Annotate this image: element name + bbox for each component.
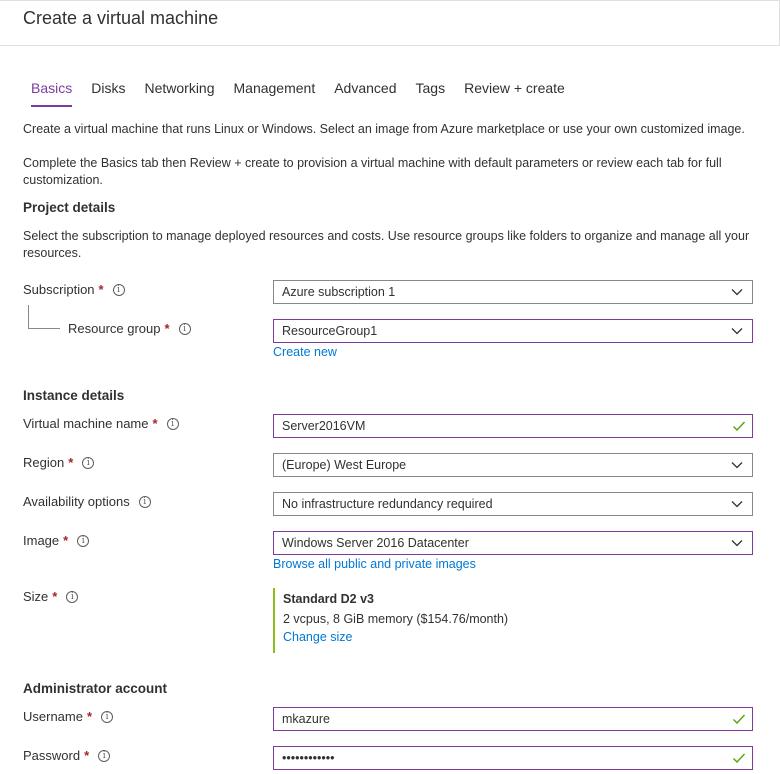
password-input[interactable] bbox=[273, 746, 753, 770]
instance-details-heading: Instance details bbox=[23, 388, 125, 403]
browse-images-link[interactable]: Browse all public and private images bbox=[273, 557, 476, 571]
image-label-text: Image bbox=[23, 533, 60, 548]
subscription-dropdown[interactable] bbox=[273, 280, 753, 304]
required-marker: * bbox=[68, 455, 74, 470]
subscription-label-text: Subscription bbox=[23, 282, 95, 297]
tab-networking[interactable]: Networking bbox=[144, 80, 215, 96]
required-marker: * bbox=[86, 709, 93, 724]
checkmark-icon bbox=[732, 751, 746, 765]
info-icon[interactable]: i bbox=[98, 750, 110, 762]
password-label-text: Password bbox=[23, 748, 81, 763]
tab-bar bbox=[23, 80, 584, 104]
create-new-link[interactable]: Create new bbox=[273, 345, 337, 359]
project-details-description: Select the subscription to manage deployed resources and costs. Use resource groups like folders to organize and manage all your resources. bbox=[23, 229, 750, 260]
resource-group-label-text: Resource group bbox=[68, 321, 161, 336]
size-description: 2 vcpus, 8 GiB memory ($154.76/month) bbox=[283, 612, 509, 626]
size-summary bbox=[273, 588, 573, 653]
region-label bbox=[23, 455, 94, 470]
resource-group-dropdown[interactable] bbox=[273, 319, 753, 343]
info-icon[interactable]: i bbox=[66, 591, 78, 603]
vm-name-input[interactable] bbox=[273, 414, 753, 438]
project-details-heading: Project details bbox=[23, 200, 116, 215]
password-label bbox=[23, 748, 110, 763]
resource-group-label bbox=[68, 321, 191, 336]
tab-management[interactable]: Management bbox=[233, 80, 316, 96]
username-input[interactable] bbox=[273, 707, 753, 731]
tab-tags[interactable]: Tags bbox=[415, 80, 446, 96]
region-label-text: Region bbox=[23, 455, 65, 470]
size-label bbox=[23, 589, 78, 604]
subscription-label bbox=[23, 282, 125, 297]
info-icon[interactable]: i bbox=[113, 284, 125, 296]
size-label-text: Size bbox=[23, 589, 49, 604]
region-dropdown[interactable] bbox=[273, 453, 753, 477]
username-label-text: Username bbox=[23, 709, 83, 724]
subscription-value: Azure subscription 1 bbox=[282, 285, 396, 299]
tab-basics[interactable]: Basics bbox=[31, 80, 72, 104]
page-title: Create a virtual machine bbox=[23, 8, 219, 28]
size-name: Standard D2 v3 bbox=[283, 592, 375, 606]
region-value: (Europe) West Europe bbox=[282, 458, 407, 472]
required-marker: * bbox=[52, 589, 58, 604]
tab-advanced[interactable]: Advanced bbox=[334, 80, 397, 96]
availability-value: No infrastructure redundancy required bbox=[282, 497, 493, 511]
info-icon[interactable]: i bbox=[82, 457, 94, 469]
change-size-link[interactable]: Change size bbox=[283, 630, 353, 644]
required-marker: * bbox=[84, 748, 90, 763]
info-icon[interactable]: i bbox=[101, 711, 113, 723]
required-marker: * bbox=[63, 533, 69, 548]
info-icon[interactable]: i bbox=[167, 418, 179, 430]
username-label bbox=[23, 709, 113, 724]
chevron-down-icon bbox=[730, 324, 744, 338]
chevron-down-icon bbox=[730, 285, 744, 299]
info-icon[interactable]: i bbox=[77, 535, 89, 547]
required-marker: * bbox=[164, 321, 170, 336]
image-label bbox=[23, 533, 89, 548]
chevron-down-icon bbox=[730, 458, 744, 472]
image-dropdown[interactable] bbox=[273, 531, 753, 555]
vm-name-value: Server2016VM bbox=[282, 419, 366, 433]
administrator-account-heading: Administrator account bbox=[23, 681, 168, 696]
intro-text-2: Complete the Basics tab then Review + create to provision a virtual machine with default parameters or review each tab for full customization. bbox=[23, 156, 722, 187]
tree-connector bbox=[28, 305, 60, 329]
resource-group-value: ResourceGroup1 bbox=[282, 324, 378, 338]
checkmark-icon bbox=[732, 419, 746, 433]
password-value: •••••••••••• bbox=[282, 751, 335, 765]
username-value: mkazure bbox=[282, 712, 330, 726]
tab-review-create[interactable]: Review + create bbox=[464, 80, 565, 96]
required-marker: * bbox=[152, 416, 158, 431]
info-icon[interactable]: i bbox=[179, 323, 191, 335]
info-icon[interactable]: i bbox=[139, 496, 151, 508]
checkmark-icon bbox=[732, 712, 746, 726]
required-marker: * bbox=[98, 282, 104, 297]
availability-dropdown[interactable] bbox=[273, 492, 753, 516]
vm-name-label bbox=[23, 416, 179, 431]
page-header bbox=[0, 0, 780, 46]
chevron-down-icon bbox=[730, 536, 744, 550]
image-value: Windows Server 2016 Datacenter bbox=[282, 536, 469, 550]
tab-disks[interactable]: Disks bbox=[91, 80, 126, 96]
vm-name-label-text: Virtual machine name bbox=[23, 416, 149, 431]
availability-label-text: Availability options bbox=[23, 494, 130, 509]
availability-label bbox=[23, 494, 151, 509]
intro-text-1: Create a virtual machine that runs Linux or Windows. Select an image from Azure marketplace or use your own customized image. bbox=[23, 122, 745, 136]
chevron-down-icon bbox=[730, 497, 744, 511]
